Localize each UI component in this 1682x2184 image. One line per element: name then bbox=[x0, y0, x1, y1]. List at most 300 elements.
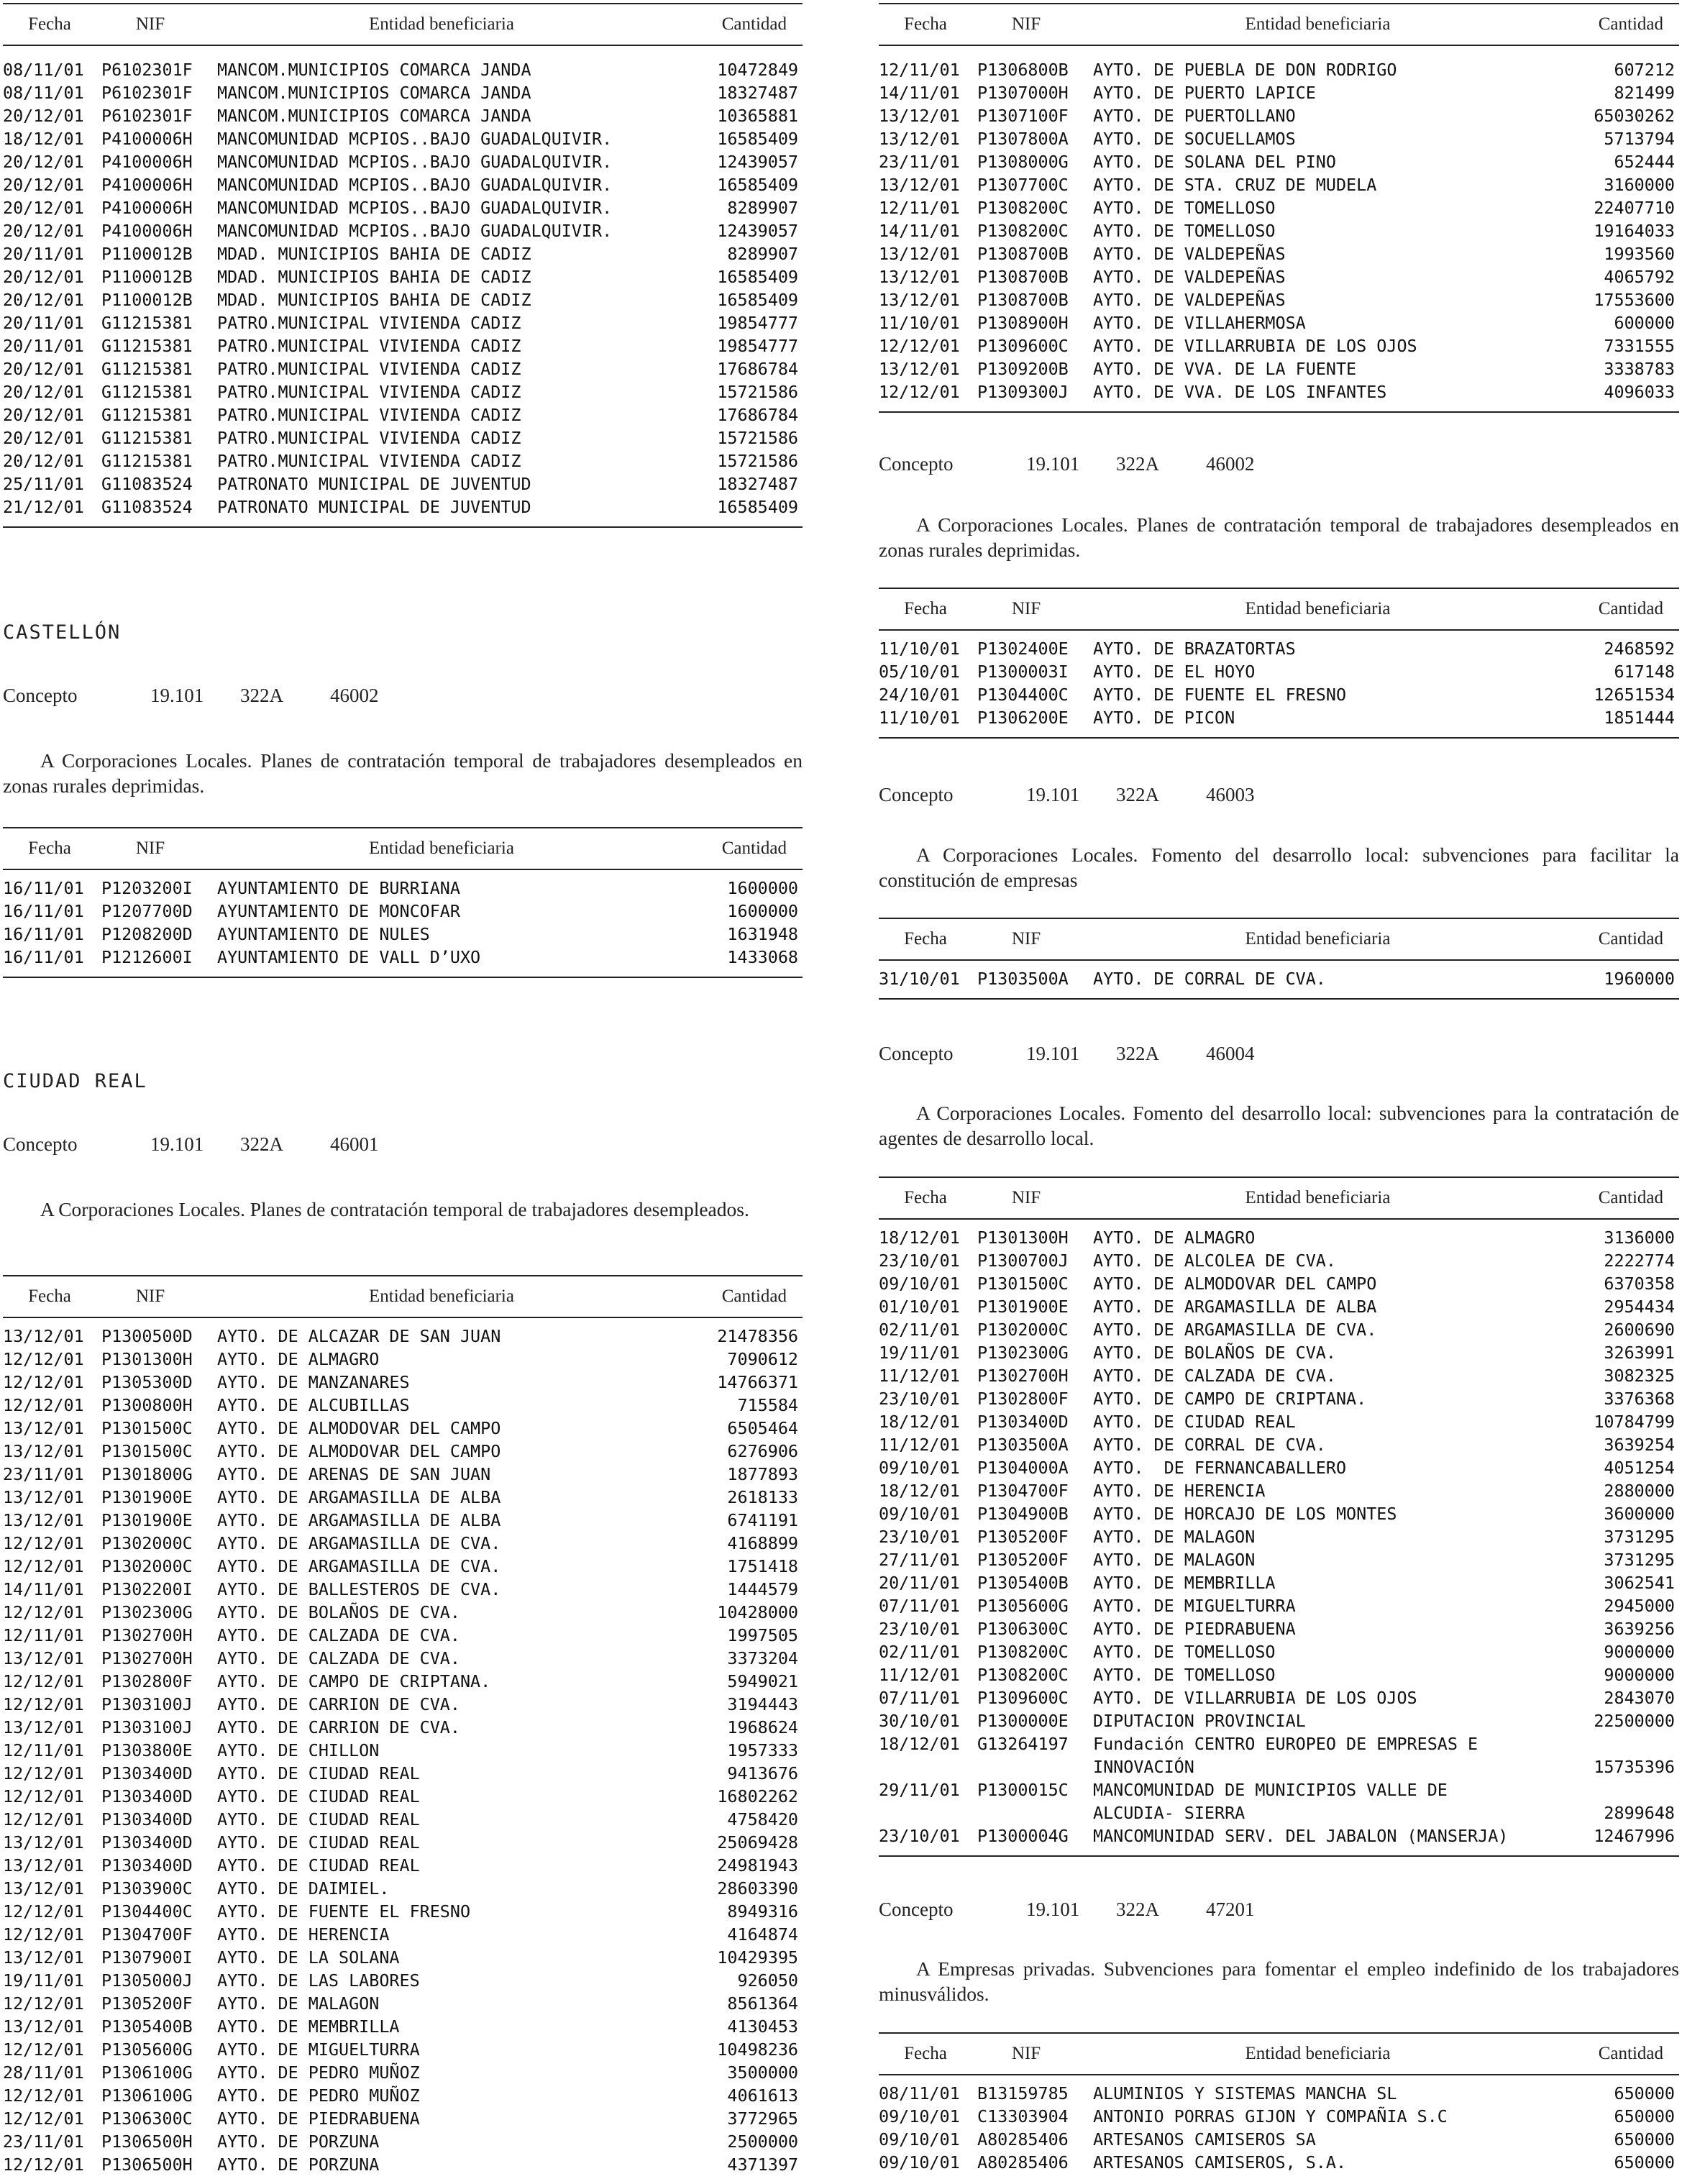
concepto-description: A Corporaciones Locales. Fomento del desarrollo local: subvenciones para facilitar la constitución de empresas bbox=[879, 844, 1679, 891]
table-row bbox=[879, 150, 1679, 173]
cell-cantidad: 1957333 bbox=[727, 1740, 798, 1760]
cell-entidad: AYTO. DE CHILLON bbox=[217, 1740, 380, 1760]
table-row bbox=[3, 2038, 803, 2061]
cell-fecha: 18/12/01 bbox=[879, 1228, 960, 1248]
cell-nif: P1308700B bbox=[977, 267, 1069, 287]
cell-nif: P6102301F bbox=[101, 83, 193, 103]
concepto-line bbox=[3, 1133, 803, 1156]
cell-nif: P1300700J bbox=[977, 1251, 1069, 1271]
cell-fecha: 27/11/01 bbox=[879, 1550, 960, 1570]
cell-entidad: AYTO. DE ARGAMASILLA DE ALBA bbox=[217, 1487, 501, 1507]
table-row bbox=[879, 1617, 1679, 1640]
cell-cantidad: 4371397 bbox=[727, 2155, 798, 2175]
concepto-part: 19.101 bbox=[150, 685, 204, 706]
cell-fecha: 12/11/01 bbox=[879, 198, 960, 218]
cell-nif: P1307000H bbox=[977, 83, 1069, 103]
table-row bbox=[3, 1739, 803, 1762]
cell-fecha: 12/12/01 bbox=[3, 1671, 84, 1691]
table-row bbox=[879, 219, 1679, 242]
cell-cantidad: 3772965 bbox=[727, 2108, 798, 2129]
cell-nif: P1303800E bbox=[101, 1740, 193, 1760]
cell-entidad: AYTO. DE VVA. DE LOS INFANTES bbox=[1093, 382, 1387, 402]
cell-entidad: ARTESANOS CAMISEROS SA bbox=[1093, 2129, 1316, 2149]
table-row bbox=[3, 1532, 803, 1555]
cell-cantidad: 650000 bbox=[1614, 2129, 1675, 2149]
table-castellon bbox=[3, 827, 803, 978]
table-row bbox=[879, 2082, 1679, 2105]
table-row bbox=[3, 242, 803, 265]
cell-entidad: AYUNTAMIENTO DE MONCOFAR bbox=[217, 901, 460, 921]
cell-cantidad: 16585409 bbox=[717, 175, 798, 195]
cell-nif: G11083524 bbox=[101, 474, 193, 494]
cell-entidad: AYTO. DE BRAZATORTAS bbox=[1093, 639, 1296, 659]
cell-entidad: AYTO. DE HORCAJO DE LOS MONTES bbox=[1093, 1504, 1397, 1524]
cell-nif: P1305200F bbox=[977, 1550, 1069, 1570]
cell-nif: P1208200D bbox=[101, 924, 193, 944]
cell-nif: P4100006H bbox=[101, 129, 193, 149]
table-row bbox=[879, 1709, 1679, 1732]
table-row bbox=[3, 1601, 803, 1624]
table-header bbox=[3, 3, 803, 46]
cell-nif: P1301500C bbox=[977, 1274, 1069, 1294]
header-entidad: Entidad beneficiaria bbox=[369, 14, 514, 34]
cell-entidad: AYTO. DE DAIMIEL. bbox=[217, 1878, 390, 1899]
table-row bbox=[879, 1433, 1679, 1456]
cell-fecha: 16/11/01 bbox=[3, 924, 84, 944]
table-row bbox=[3, 1854, 803, 1877]
cell-nif: P1302800F bbox=[977, 1389, 1069, 1409]
cell-fecha: 20/12/01 bbox=[3, 359, 84, 379]
cell-fecha: 20/12/01 bbox=[3, 451, 84, 471]
header-nif: NIF bbox=[1011, 2044, 1041, 2063]
cell-cantidad: 15735396 bbox=[1594, 1757, 1675, 1777]
table-row bbox=[879, 1824, 1679, 1847]
table-row bbox=[3, 495, 803, 518]
cell-fecha: 09/10/01 bbox=[879, 2106, 960, 2126]
concepto-line bbox=[879, 784, 1679, 806]
cell-cantidad: 19164033 bbox=[1594, 221, 1675, 241]
cell-cantidad: 2222774 bbox=[1604, 1251, 1675, 1271]
concepto-part: Concepto bbox=[879, 784, 954, 805]
table-row bbox=[3, 380, 803, 403]
table-row bbox=[3, 265, 803, 288]
cell-cantidad: 7090612 bbox=[727, 1349, 798, 1369]
cell-cantidad: 14766371 bbox=[717, 1372, 798, 1392]
table-row bbox=[3, 1647, 803, 1670]
cell-entidad: MANCOMUNIDAD MCPIOS..BAJO GUADALQUIVIR. bbox=[217, 198, 613, 218]
cell-cantidad: 6741191 bbox=[727, 1510, 798, 1530]
cell-fecha: 13/12/01 bbox=[3, 1487, 84, 1507]
cell-entidad: AYTO. DE FUENTE EL FRESNO bbox=[1093, 685, 1347, 705]
cell-cantidad: 22500000 bbox=[1594, 1711, 1675, 1731]
table-47201 bbox=[879, 2032, 1679, 2182]
cell-fecha: 23/11/01 bbox=[3, 1464, 84, 1484]
table-row bbox=[879, 1410, 1679, 1433]
cell-entidad: AYTO. DE CAMPO DE CRIPTANA. bbox=[217, 1671, 491, 1691]
cell-entidad: AYTO. DE CARRION DE CVA. bbox=[217, 1694, 460, 1714]
header-cantidad: Cantidad bbox=[721, 1287, 787, 1306]
header-entidad: Entidad beneficiaria bbox=[1245, 929, 1391, 949]
table-row bbox=[3, 2061, 803, 2084]
cell-cantidad: 8289907 bbox=[727, 244, 798, 264]
cell-cantidad: 6505464 bbox=[727, 1418, 798, 1438]
cell-entidad: ARTESANOS CAMISEROS, S.A. bbox=[1093, 2152, 1347, 2172]
table-row bbox=[879, 1686, 1679, 1709]
concepto-part: 19.101 bbox=[1026, 453, 1080, 475]
cell-fecha: 13/12/01 bbox=[3, 1855, 84, 1875]
cell-fecha: 13/12/01 bbox=[879, 106, 960, 126]
table-row bbox=[879, 1226, 1679, 1249]
table-row bbox=[3, 219, 803, 242]
table-row bbox=[879, 1778, 1679, 1824]
cell-fecha: 20/12/01 bbox=[3, 405, 84, 425]
cell-cantidad: 926050 bbox=[737, 1970, 798, 1991]
table-row bbox=[3, 1463, 803, 1486]
table-row bbox=[879, 2151, 1679, 2174]
cell-entidad: AYTO. DE SOLANA DEL PINO bbox=[1093, 152, 1336, 172]
cell-fecha: 11/10/01 bbox=[879, 639, 960, 659]
cell-fecha: 12/12/01 bbox=[3, 1602, 84, 1622]
cell-nif: G11215381 bbox=[101, 451, 193, 471]
cell-entidad: AYTO. DE CORRAL DE CVA. bbox=[1093, 969, 1326, 989]
cell-fecha: 09/10/01 bbox=[879, 2129, 960, 2149]
cell-cantidad: 3082325 bbox=[1604, 1366, 1675, 1386]
cell-nif: P1304700F bbox=[101, 1924, 193, 1945]
cell-fecha: 08/11/01 bbox=[879, 2083, 960, 2103]
concepto-part: 46003 bbox=[1206, 784, 1255, 805]
cell-fecha: 12/12/01 bbox=[3, 1993, 84, 2014]
cell-nif: P1100012B bbox=[101, 290, 193, 310]
table-top-right bbox=[879, 3, 1679, 413]
cell-entidad: AYTO. DE CIUDAD REAL bbox=[217, 1786, 420, 1806]
cell-cantidad: 17553600 bbox=[1594, 290, 1675, 310]
cell-nif: B13159785 bbox=[977, 2083, 1069, 2103]
cell-nif: P1301900E bbox=[101, 1510, 193, 1530]
table-row bbox=[879, 1571, 1679, 1594]
cell-cantidad: 821499 bbox=[1614, 83, 1675, 103]
concepto-part: 46001 bbox=[330, 1133, 379, 1155]
cell-entidad: AYTO. DE PORZUNA bbox=[217, 2155, 380, 2175]
cell-cantidad: 3263991 bbox=[1604, 1343, 1675, 1363]
table-row bbox=[3, 1785, 803, 1808]
cell-entidad: MANCOMUNIDAD DE MUNICIPIOS VALLE DE ALCUDIA- SIERRA bbox=[1093, 1780, 1448, 1823]
cell-nif: P6102301F bbox=[101, 106, 193, 126]
cell-nif: P1306100G bbox=[101, 2062, 193, 2083]
cell-entidad: AYTO. DE HERENCIA bbox=[1093, 1481, 1266, 1501]
cell-cantidad: 16585409 bbox=[717, 129, 798, 149]
cell-fecha: 29/11/01 bbox=[879, 1780, 960, 1800]
cell-cantidad: 7331555 bbox=[1604, 336, 1675, 356]
cell-fecha: 12/12/01 bbox=[3, 1809, 84, 1829]
cell-entidad: AYTO. DE MALAGON bbox=[1093, 1550, 1256, 1570]
cell-entidad: AYTO. DE ARGAMASILLA DE ALBA bbox=[1093, 1297, 1377, 1317]
cell-entidad: MDAD. MUNICIPIOS BAHIA DE CADIZ bbox=[217, 290, 531, 310]
cell-fecha: 20/12/01 bbox=[3, 382, 84, 402]
concepto-part: Concepto bbox=[879, 1899, 954, 1920]
cell-fecha: 23/10/01 bbox=[879, 1619, 960, 1639]
header-nif: NIF bbox=[1011, 599, 1041, 618]
cell-cantidad: 10472849 bbox=[717, 60, 798, 80]
cell-nif: P1304000A bbox=[977, 1458, 1069, 1478]
cell-fecha: 07/11/01 bbox=[879, 1688, 960, 1708]
cell-entidad: AYTO. DE ALMODOVAR DEL CAMPO bbox=[1093, 1274, 1377, 1294]
cell-nif: P1304700F bbox=[977, 1481, 1069, 1501]
cell-cantidad: 715584 bbox=[737, 1395, 798, 1415]
table-body bbox=[3, 46, 803, 528]
concepto-part: 322A bbox=[1116, 453, 1159, 475]
cell-entidad: AYTO. DE ARGAMASILLA DE CVA. bbox=[1093, 1320, 1377, 1340]
table-row bbox=[3, 449, 803, 472]
cell-fecha: 13/12/01 bbox=[879, 244, 960, 264]
cell-entidad: AYTO. DE BALLESTEROS DE CVA. bbox=[217, 1579, 501, 1599]
cell-entidad: AYTO. DE CAMPO DE CRIPTANA. bbox=[1093, 1389, 1367, 1409]
cell-fecha: 02/11/01 bbox=[879, 1642, 960, 1662]
cell-cantidad: 4061613 bbox=[727, 2085, 798, 2106]
cell-cantidad: 2899648 bbox=[1604, 1803, 1675, 1823]
cell-nif: P1305400B bbox=[977, 1573, 1069, 1593]
concepto-part: 19.101 bbox=[1026, 1899, 1080, 1920]
header-fecha: Fecha bbox=[904, 929, 947, 949]
cell-nif: P1100012B bbox=[101, 244, 193, 264]
table-row bbox=[3, 311, 803, 334]
cell-cantidad: 19854777 bbox=[717, 313, 798, 333]
table-row bbox=[3, 1900, 803, 1923]
cell-entidad: AYTO. DE PORZUNA bbox=[217, 2132, 380, 2152]
cell-cantidad: 617148 bbox=[1614, 662, 1675, 682]
concepto-part: 19.101 bbox=[1026, 784, 1080, 805]
cell-fecha: 18/12/01 bbox=[3, 129, 84, 149]
cell-cantidad: 3731295 bbox=[1604, 1527, 1675, 1547]
cell-entidad: AYTO. DE SOCUELLAMOS bbox=[1093, 129, 1296, 149]
header-fecha: Fecha bbox=[28, 1287, 71, 1306]
cell-cantidad: 5713794 bbox=[1604, 129, 1675, 149]
cell-fecha: 13/12/01 bbox=[3, 1510, 84, 1530]
cell-cantidad: 3373204 bbox=[727, 1648, 798, 1668]
cell-fecha: 20/12/01 bbox=[3, 290, 84, 310]
cell-nif: P1300800H bbox=[101, 1395, 193, 1415]
cell-entidad: AYTO. DE FERNANCABALLERO bbox=[1093, 1458, 1347, 1478]
cell-cantidad: 650000 bbox=[1614, 2083, 1675, 2103]
cell-entidad: AYTO. DE CALZADA DE CVA. bbox=[217, 1648, 460, 1668]
table-header bbox=[879, 2032, 1679, 2075]
cell-fecha: 25/11/01 bbox=[3, 474, 84, 494]
cell-entidad: PATRO.MUNICIPAL VIVIENDA CADIZ bbox=[217, 336, 521, 356]
cell-cantidad: 3136000 bbox=[1604, 1228, 1675, 1248]
cell-nif: P1303100J bbox=[101, 1694, 193, 1714]
cell-entidad: ANTONIO PORRAS GIJON Y COMPAÑIA S.C bbox=[1093, 2106, 1448, 2126]
cell-fecha: 12/12/01 bbox=[3, 1395, 84, 1415]
cell-nif: P1306500H bbox=[101, 2155, 193, 2175]
table-row bbox=[3, 1969, 803, 1992]
table-body bbox=[879, 1220, 1679, 1857]
table-row bbox=[3, 288, 803, 311]
cell-fecha: 13/12/01 bbox=[3, 1878, 84, 1899]
cell-fecha: 14/11/01 bbox=[879, 83, 960, 103]
table-header bbox=[879, 3, 1679, 46]
cell-fecha: 20/12/01 bbox=[3, 221, 84, 241]
table-ciudad-real bbox=[3, 1275, 803, 2184]
cell-entidad: AYTO. DE ARGAMASILLA DE CVA. bbox=[217, 1556, 501, 1576]
cell-cantidad: 10498236 bbox=[717, 2039, 798, 2060]
cell-cantidad: 5949021 bbox=[727, 1671, 798, 1691]
cell-entidad: AYTO. DE PUERTOLLANO bbox=[1093, 106, 1296, 126]
cell-cantidad: 18327487 bbox=[717, 83, 798, 103]
cell-nif: P1305300D bbox=[101, 1372, 193, 1392]
cell-nif: P1301900E bbox=[977, 1297, 1069, 1317]
cell-fecha: 12/12/01 bbox=[879, 336, 960, 356]
header-nif: NIF bbox=[135, 14, 165, 34]
cell-nif: P1301500C bbox=[101, 1418, 193, 1438]
table-row bbox=[3, 173, 803, 196]
cell-entidad: MDAD. MUNICIPIOS BAHIA DE CADIZ bbox=[217, 244, 531, 264]
table-row bbox=[3, 1578, 803, 1601]
cell-nif: P1302400E bbox=[977, 639, 1069, 659]
cell-cantidad: 22407710 bbox=[1594, 198, 1675, 218]
cell-nif: P1302000C bbox=[101, 1533, 193, 1553]
cell-fecha: 09/10/01 bbox=[879, 1504, 960, 1524]
concepto-part: 46002 bbox=[330, 685, 379, 706]
cell-cantidad: 1444579 bbox=[727, 1579, 798, 1599]
cell-fecha: 09/10/01 bbox=[879, 2152, 960, 2172]
header-entidad: Entidad beneficiaria bbox=[1245, 1188, 1391, 1207]
cell-cantidad: 6370358 bbox=[1604, 1274, 1675, 1294]
header-entidad: Entidad beneficiaria bbox=[1245, 2044, 1391, 2063]
table-row bbox=[3, 2015, 803, 2038]
table-row bbox=[3, 900, 803, 923]
cell-nif: P4100006H bbox=[101, 175, 193, 195]
cell-entidad: PATRONATO MUNICIPAL DE JUVENTUD bbox=[217, 497, 531, 517]
cell-entidad: AYTO. DE TOMELLOSO bbox=[1093, 1642, 1276, 1662]
table-row bbox=[879, 380, 1679, 403]
cell-cantidad: 4051254 bbox=[1604, 1458, 1675, 1478]
cell-entidad: MANCOM.MUNICIPIOS COMARCA JANDA bbox=[217, 83, 531, 103]
cell-fecha: 16/11/01 bbox=[3, 878, 84, 898]
header-entidad: Entidad beneficiaria bbox=[1245, 599, 1391, 618]
cell-nif: P1300500D bbox=[101, 1326, 193, 1346]
cell-entidad: MANCOMUNIDAD MCPIOS..BAJO GUADALQUIVIR. bbox=[217, 175, 613, 195]
table-46004 bbox=[879, 1176, 1679, 1857]
cell-fecha: 05/10/01 bbox=[879, 662, 960, 682]
cell-entidad: AYTO. DE VVA. DE LA FUENTE bbox=[1093, 359, 1357, 379]
cell-fecha: 08/11/01 bbox=[3, 83, 84, 103]
concepto-part: Concepto bbox=[879, 1043, 954, 1064]
table-row bbox=[879, 242, 1679, 265]
header-cantidad: Cantidad bbox=[1598, 2044, 1663, 2063]
cell-nif: P1301800G bbox=[101, 1464, 193, 1484]
cell-cantidad: 1968624 bbox=[727, 1717, 798, 1737]
cell-entidad: AYTO. DE TOMELLOSO bbox=[1093, 221, 1276, 241]
cell-fecha: 13/12/01 bbox=[3, 1717, 84, 1737]
table-row bbox=[3, 58, 803, 81]
cell-entidad: MANCOMUNIDAD MCPIOS..BAJO GUADALQUIVIR. bbox=[217, 221, 613, 241]
cell-nif: P1301300H bbox=[101, 1349, 193, 1369]
cell-nif: P1302700H bbox=[101, 1648, 193, 1668]
cell-entidad: AYTO. DE ALCUBILLAS bbox=[217, 1395, 410, 1415]
cell-nif: P1300015C bbox=[977, 1780, 1069, 1800]
table-row bbox=[879, 1479, 1679, 1502]
table-row bbox=[3, 877, 803, 900]
header-fecha: Fecha bbox=[904, 599, 947, 618]
cell-nif: P1302000C bbox=[101, 1556, 193, 1576]
cell-nif: P4100006H bbox=[101, 221, 193, 241]
table-row bbox=[879, 127, 1679, 150]
cell-cantidad: 650000 bbox=[1614, 2106, 1675, 2126]
cell-fecha: 23/10/01 bbox=[879, 1527, 960, 1547]
cell-fecha: 13/12/01 bbox=[3, 1947, 84, 1968]
cell-cantidad: 3731295 bbox=[1604, 1550, 1675, 1570]
table-row bbox=[879, 1456, 1679, 1479]
cell-fecha: 23/11/01 bbox=[879, 152, 960, 172]
table-body bbox=[3, 1318, 803, 2184]
cell-nif: P4100006H bbox=[101, 152, 193, 172]
cell-cantidad: 2618133 bbox=[727, 1487, 798, 1507]
concepto-part: Concepto bbox=[879, 453, 954, 475]
header-nif: NIF bbox=[1011, 14, 1041, 34]
cell-nif: P1307800A bbox=[977, 129, 1069, 149]
cell-nif: P1301900E bbox=[101, 1487, 193, 1507]
cell-fecha: 13/12/01 bbox=[3, 1648, 84, 1668]
cell-nif: P1305600G bbox=[101, 2039, 193, 2060]
table-row bbox=[3, 81, 803, 104]
table-row bbox=[879, 1640, 1679, 1663]
cell-cantidad: 652444 bbox=[1614, 152, 1675, 172]
cell-nif: G11215381 bbox=[101, 405, 193, 425]
section-title-ciudad-real: CIUDAD REAL bbox=[3, 1070, 147, 1092]
table-row bbox=[3, 1486, 803, 1509]
table-row bbox=[879, 311, 1679, 334]
cell-nif: P1308200C bbox=[977, 1642, 1069, 1662]
cell-fecha: 14/11/01 bbox=[3, 1579, 84, 1599]
concepto-description: A Empresas privadas. Subvenciones para fomentar el empleo indefinido de los trabajadores minusválidos. bbox=[879, 1957, 1679, 2005]
table-row bbox=[3, 1371, 803, 1394]
cell-fecha: 31/10/01 bbox=[879, 969, 960, 989]
cell-entidad: MANCOMUNIDAD SERV. DEL JABALON (MANSERJA) bbox=[1093, 1826, 1509, 1846]
cell-fecha: 12/12/01 bbox=[3, 1763, 84, 1783]
table-top-left bbox=[3, 3, 803, 528]
concepto-part: 322A bbox=[1116, 1043, 1159, 1064]
cell-entidad: AYTO. DE MANZANARES bbox=[217, 1372, 410, 1392]
cell-nif: G11215381 bbox=[101, 359, 193, 379]
cell-entidad: AYUNTAMIENTO DE BURRIANA bbox=[217, 878, 460, 898]
cell-fecha: 13/12/01 bbox=[3, 1418, 84, 1438]
cell-fecha: 23/10/01 bbox=[879, 1251, 960, 1271]
cell-nif: P1306300C bbox=[977, 1619, 1069, 1639]
cell-entidad: AYTO. DE PEDRO MUÑOZ bbox=[217, 2085, 420, 2106]
cell-entidad: AYTO. DE ALMODOVAR DEL CAMPO bbox=[217, 1441, 501, 1461]
cell-fecha: 13/12/01 bbox=[879, 267, 960, 287]
cell-nif: P1307900I bbox=[101, 1947, 193, 1968]
table-row bbox=[3, 1946, 803, 1969]
cell-fecha: 20/12/01 bbox=[3, 106, 84, 126]
cell-nif: P1306300C bbox=[101, 2108, 193, 2129]
cell-entidad: AYUNTAMIENTO DE VALL D’UXO bbox=[217, 947, 481, 967]
table-header bbox=[879, 1176, 1679, 1220]
cell-nif: P1308200C bbox=[977, 221, 1069, 241]
header-cantidad: Cantidad bbox=[1598, 1188, 1663, 1207]
cell-cantidad: 1433068 bbox=[727, 947, 798, 967]
concepto-line bbox=[879, 1043, 1679, 1065]
table-row bbox=[879, 1663, 1679, 1686]
cell-cantidad: 1960000 bbox=[1604, 969, 1675, 989]
cell-nif: P1302300G bbox=[977, 1343, 1069, 1363]
table-body bbox=[3, 870, 803, 978]
cell-nif: P1300000E bbox=[977, 1711, 1069, 1731]
cell-cantidad: 17686784 bbox=[717, 405, 798, 425]
table-row bbox=[879, 265, 1679, 288]
cell-cantidad: 607212 bbox=[1614, 60, 1675, 80]
cell-cantidad: 19854777 bbox=[717, 336, 798, 356]
table-row bbox=[3, 1417, 803, 1440]
